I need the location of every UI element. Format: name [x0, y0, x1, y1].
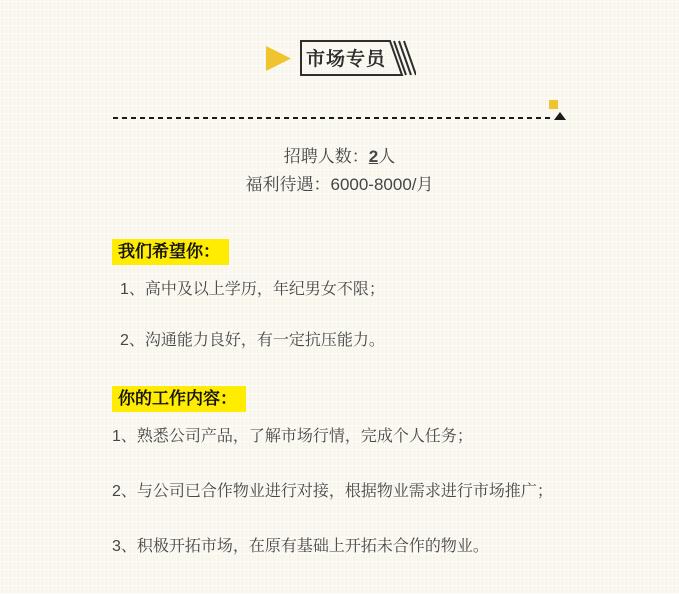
list-item: 2、与公司已合作物业进行对接，根据物业需求进行市场推广； [112, 483, 553, 500]
recruit-suffix: 人 [378, 147, 396, 166]
title-badge-graphic [264, 37, 416, 79]
section-heading-duties: 你的工作内容： [112, 386, 246, 412]
accent-square [549, 100, 558, 109]
dashed-divider [113, 117, 551, 119]
list-item: 3、积极开拓市场，在原有基础上开拓未合作的物业。 [112, 538, 489, 555]
salary-line [0, 171, 679, 199]
job-title: 市场专员 [305, 49, 386, 70]
up-triangle-icon [554, 112, 566, 120]
salary-label: 福利待遇： [245, 175, 331, 194]
list-item: 1、高中及以上学历，年纪男女不限； [120, 281, 385, 298]
list-item: 1、熟悉公司产品，了解市场行情，完成个人任务； [112, 428, 473, 445]
section-duties [112, 386, 679, 556]
title-badge [0, 0, 679, 79]
recruit-count: 2 [368, 147, 379, 166]
list-item: 2、沟通能力良好，有一定抗压能力。 [120, 332, 385, 349]
section-heading-expectations: 我们希望你： [112, 239, 229, 265]
recruit-label: 招聘人数： [283, 147, 369, 166]
play-arrow-icon [266, 46, 291, 71]
recruit-count-line [0, 143, 679, 171]
salary-value: 6000-8000/月 [330, 175, 434, 194]
section-expectations [112, 239, 679, 350]
job-summary [0, 143, 679, 199]
